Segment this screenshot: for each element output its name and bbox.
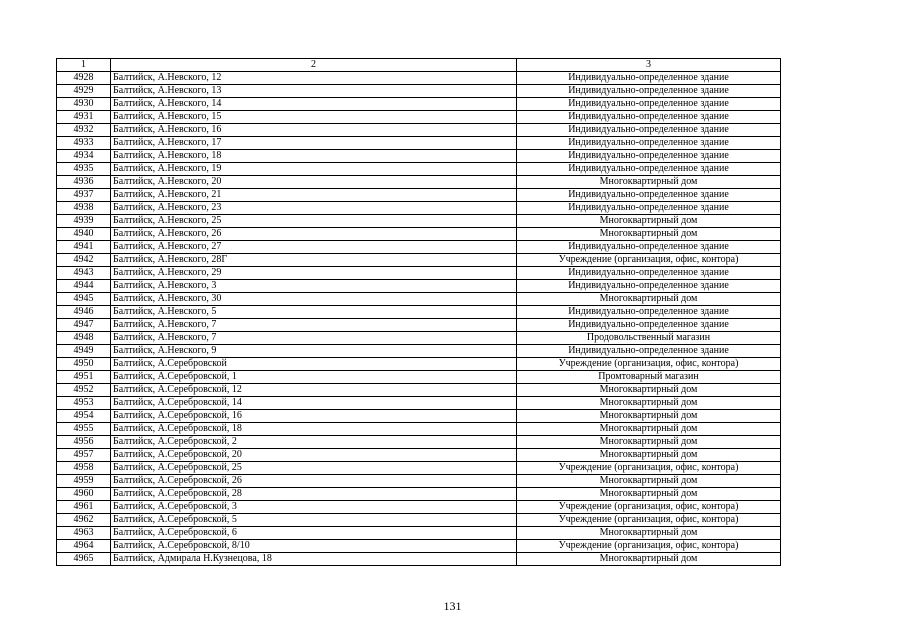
table-row xyxy=(57,475,781,488)
building-type-cell: Индивидуально-определенное здание xyxy=(517,189,781,202)
address-cell: Балтийск, А.Невского, 20 xyxy=(111,176,517,189)
address-cell: Балтийск, А.Невского, 30 xyxy=(111,293,517,306)
row-number-cell: 4955 xyxy=(57,423,111,436)
table-row xyxy=(57,85,781,98)
address-cell: Балтийск, А.Серебровской, 1 xyxy=(111,371,517,384)
row-number-cell: 4961 xyxy=(57,501,111,514)
table-body xyxy=(57,72,781,566)
address-cell: Балтийск, А.Невского, 19 xyxy=(111,163,517,176)
address-cell: Балтийск, А.Невского, 9 xyxy=(111,345,517,358)
row-number-cell: 4938 xyxy=(57,202,111,215)
building-type-cell: Многоквартирный дом xyxy=(517,215,781,228)
address-cell: Балтийск, А.Невского, 26 xyxy=(111,228,517,241)
row-number-cell: 4954 xyxy=(57,410,111,423)
address-table xyxy=(56,58,781,566)
table-row xyxy=(57,423,781,436)
row-number-cell: 4935 xyxy=(57,163,111,176)
address-cell: Балтийск, А.Невского, 3 xyxy=(111,280,517,293)
table-row xyxy=(57,280,781,293)
address-cell: Балтийск, А.Невского, 29 xyxy=(111,267,517,280)
table-row xyxy=(57,98,781,111)
address-cell: Балтийск, А.Невского, 21 xyxy=(111,189,517,202)
row-number-cell: 4934 xyxy=(57,150,111,163)
table-row xyxy=(57,488,781,501)
row-number-cell: 4949 xyxy=(57,345,111,358)
building-type-cell: Многоквартирный дом xyxy=(517,397,781,410)
table-row xyxy=(57,397,781,410)
row-number-cell: 4929 xyxy=(57,85,111,98)
row-number-cell: 4964 xyxy=(57,540,111,553)
row-number-cell: 4948 xyxy=(57,332,111,345)
building-type-cell: Промтоварный магазин xyxy=(517,371,781,384)
building-type-cell: Индивидуально-определенное здание xyxy=(517,111,781,124)
row-number-cell: 4953 xyxy=(57,397,111,410)
table-row xyxy=(57,319,781,332)
table-row xyxy=(57,124,781,137)
address-cell: Балтийск, А.Невского, 7 xyxy=(111,319,517,332)
address-cell: Балтийск, А.Серебровской, 5 xyxy=(111,514,517,527)
table-row xyxy=(57,189,781,202)
building-type-cell: Индивидуально-определенное здание xyxy=(517,163,781,176)
building-type-cell: Индивидуально-определенное здание xyxy=(517,124,781,137)
row-number-cell: 4939 xyxy=(57,215,111,228)
table-row xyxy=(57,215,781,228)
address-cell: Балтийск, А.Серебровской, 2 xyxy=(111,436,517,449)
row-number-cell: 4942 xyxy=(57,254,111,267)
building-type-cell: Многоквартирный дом xyxy=(517,228,781,241)
building-type-cell: Учреждение (организация, офис, контора) xyxy=(517,254,781,267)
building-type-cell: Многоквартирный дом xyxy=(517,488,781,501)
page-number: 131 xyxy=(443,599,462,613)
table-row xyxy=(57,527,781,540)
address-cell: Балтийск, А.Невского, 27 xyxy=(111,241,517,254)
address-cell: Балтийск, А.Невского, 13 xyxy=(111,85,517,98)
table-row xyxy=(57,202,781,215)
column-header-address: 2 xyxy=(111,59,517,72)
row-number-cell: 4950 xyxy=(57,358,111,371)
building-type-cell: Индивидуально-определенное здание xyxy=(517,85,781,98)
building-type-cell: Многоквартирный дом xyxy=(517,475,781,488)
building-type-cell: Учреждение (организация, офис, контора) xyxy=(517,501,781,514)
row-number-cell: 4958 xyxy=(57,462,111,475)
building-type-cell: Многоквартирный дом xyxy=(517,410,781,423)
table-row xyxy=(57,293,781,306)
building-type-cell: Многоквартирный дом xyxy=(517,553,781,566)
table-row xyxy=(57,137,781,150)
address-cell: Балтийск, А.Серебровской, 18 xyxy=(111,423,517,436)
building-type-cell: Индивидуально-определенное здание xyxy=(517,345,781,358)
building-type-cell: Многоквартирный дом xyxy=(517,176,781,189)
row-number-cell: 4946 xyxy=(57,306,111,319)
address-cell: Балтийск, А.Серебровской, 8/10 xyxy=(111,540,517,553)
table-row xyxy=(57,410,781,423)
table-row xyxy=(57,553,781,566)
row-number-cell: 4951 xyxy=(57,371,111,384)
address-cell: Балтийск, А.Серебровской, 20 xyxy=(111,449,517,462)
building-type-cell: Учреждение (организация, офис, контора) xyxy=(517,358,781,371)
building-type-cell: Индивидуально-определенное здание xyxy=(517,319,781,332)
building-type-cell: Учреждение (организация, офис, контора) xyxy=(517,540,781,553)
row-number-cell: 4945 xyxy=(57,293,111,306)
address-cell: Балтийск, Адмирала Н.Кузнецова, 18 xyxy=(111,553,517,566)
building-type-cell: Индивидуально-определенное здание xyxy=(517,98,781,111)
building-type-cell: Индивидуально-определенное здание xyxy=(517,241,781,254)
row-number-cell: 4941 xyxy=(57,241,111,254)
table-row xyxy=(57,306,781,319)
address-cell: Балтийск, А.Серебровской, 25 xyxy=(111,462,517,475)
table-row xyxy=(57,228,781,241)
table-row xyxy=(57,540,781,553)
table-row xyxy=(57,72,781,85)
table-row xyxy=(57,267,781,280)
address-cell: Балтийск, А.Невского, 23 xyxy=(111,202,517,215)
address-cell: Балтийск, А.Серебровской, 6 xyxy=(111,527,517,540)
address-cell: Балтийск, А.Невского, 12 xyxy=(111,72,517,85)
table-row xyxy=(57,501,781,514)
table-header-row xyxy=(57,59,781,72)
row-number-cell: 4962 xyxy=(57,514,111,527)
address-cell: Балтийск, А.Серебровской, 26 xyxy=(111,475,517,488)
building-type-cell: Многоквартирный дом xyxy=(517,527,781,540)
table-row xyxy=(57,241,781,254)
address-cell: Балтийск, А.Невского, 14 xyxy=(111,98,517,111)
table-row xyxy=(57,332,781,345)
row-number-cell: 4959 xyxy=(57,475,111,488)
row-number-cell: 4943 xyxy=(57,267,111,280)
address-cell: Балтийск, А.Серебровской xyxy=(111,358,517,371)
table-row xyxy=(57,384,781,397)
table-row xyxy=(57,163,781,176)
row-number-cell: 4928 xyxy=(57,72,111,85)
building-type-cell: Учреждение (организация, офис, контора) xyxy=(517,514,781,527)
row-number-cell: 4940 xyxy=(57,228,111,241)
table-row xyxy=(57,176,781,189)
row-number-cell: 4947 xyxy=(57,319,111,332)
address-cell: Балтийск, А.Невского, 25 xyxy=(111,215,517,228)
address-cell: Балтийск, А.Серебровской, 3 xyxy=(111,501,517,514)
address-cell: Балтийск, А.Невского, 15 xyxy=(111,111,517,124)
address-cell: Балтийск, А.Невского, 18 xyxy=(111,150,517,163)
row-number-cell: 4965 xyxy=(57,553,111,566)
address-cell: Балтийск, А.Серебровской, 16 xyxy=(111,410,517,423)
column-header-number: 1 xyxy=(57,59,111,72)
table-row xyxy=(57,358,781,371)
table-row xyxy=(57,462,781,475)
table-row xyxy=(57,436,781,449)
table-row xyxy=(57,371,781,384)
column-header-type: 3 xyxy=(517,59,781,72)
row-number-cell: 4933 xyxy=(57,137,111,150)
building-type-cell: Многоквартирный дом xyxy=(517,293,781,306)
address-cell: Балтийск, А.Невского, 7 xyxy=(111,332,517,345)
building-type-cell: Индивидуально-определенное здание xyxy=(517,280,781,293)
table-row xyxy=(57,150,781,163)
building-type-cell: Индивидуально-определенное здание xyxy=(517,137,781,150)
address-cell: Балтийск, А.Серебровской, 14 xyxy=(111,397,517,410)
building-type-cell: Многоквартирный дом xyxy=(517,423,781,436)
building-type-cell: Многоквартирный дом xyxy=(517,436,781,449)
row-number-cell: 4960 xyxy=(57,488,111,501)
address-cell: Балтийск, А.Невского, 28Г xyxy=(111,254,517,267)
building-type-cell: Индивидуально-определенное здание xyxy=(517,202,781,215)
building-type-cell: Индивидуально-определенное здание xyxy=(517,306,781,319)
row-number-cell: 4944 xyxy=(57,280,111,293)
address-cell: Балтийск, А.Серебровской, 28 xyxy=(111,488,517,501)
row-number-cell: 4937 xyxy=(57,189,111,202)
table-row xyxy=(57,345,781,358)
building-type-cell: Индивидуально-определенное здание xyxy=(517,267,781,280)
address-cell: Балтийск, А.Невского, 17 xyxy=(111,137,517,150)
row-number-cell: 4957 xyxy=(57,449,111,462)
row-number-cell: 4952 xyxy=(57,384,111,397)
building-type-cell: Продовольственный магазин xyxy=(517,332,781,345)
row-number-cell: 4931 xyxy=(57,111,111,124)
address-cell: Балтийск, А.Серебровской, 12 xyxy=(111,384,517,397)
row-number-cell: 4930 xyxy=(57,98,111,111)
building-type-cell: Учреждение (организация, офис, контора) xyxy=(517,462,781,475)
table-row xyxy=(57,111,781,124)
row-number-cell: 4956 xyxy=(57,436,111,449)
table-row xyxy=(57,514,781,527)
row-number-cell: 4932 xyxy=(57,124,111,137)
building-type-cell: Индивидуально-определенное здание xyxy=(517,150,781,163)
building-type-cell: Многоквартирный дом xyxy=(517,384,781,397)
building-type-cell: Индивидуально-определенное здание xyxy=(517,72,781,85)
row-number-cell: 4963 xyxy=(57,527,111,540)
table-row xyxy=(57,449,781,462)
address-cell: Балтийск, А.Невского, 5 xyxy=(111,306,517,319)
table-row xyxy=(57,254,781,267)
address-cell: Балтийск, А.Невского, 16 xyxy=(111,124,517,137)
building-type-cell: Многоквартирный дом xyxy=(517,449,781,462)
row-number-cell: 4936 xyxy=(57,176,111,189)
